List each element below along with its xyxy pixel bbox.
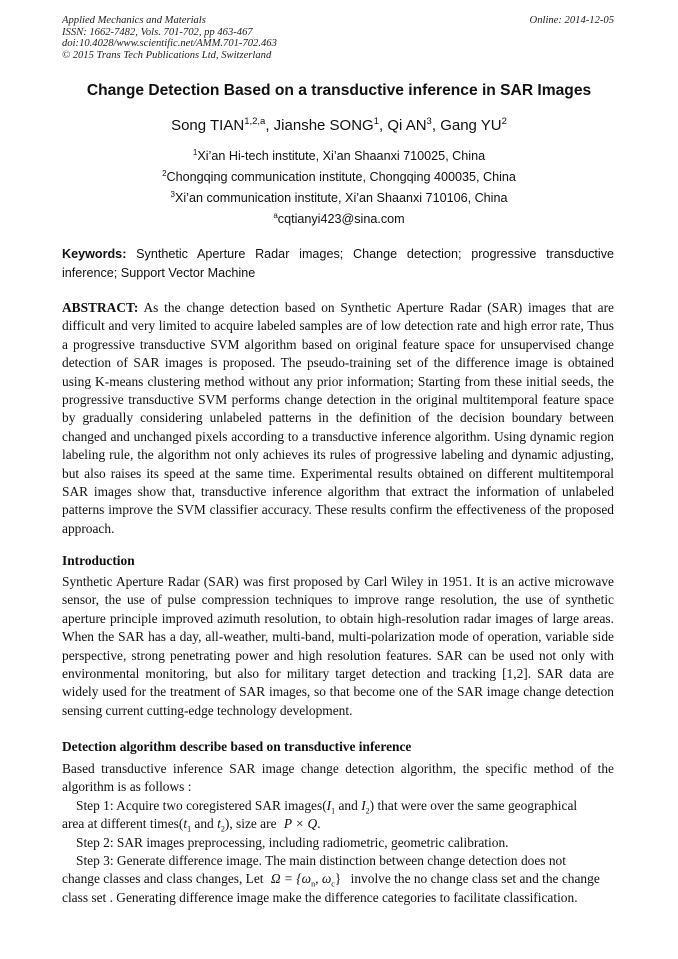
math-sub: c — [331, 879, 335, 889]
author-name: Qi AN — [387, 117, 427, 134]
author-list: Song TIAN$^{1,2,a}$, Jianshe SONG$^1$, Qi $AN^3$, Gang $YU^2$ — [171, 116, 507, 134]
affiliation-text: Chongqing communication institute, Chongqing 400035, China — [166, 170, 516, 185]
keywords-label: Keywords: — [62, 247, 127, 261]
introduction-text: Synthetic Aperture Radar (SAR) was first proposed by Carl Wiley in 1951. It is an active microwave sensor, the use of pulse compression techniques to improve range resolution, the use of synthetic aperture principle improved azimuth resolution, to obtain high-resolution radar images of large areas. When the SAR has a day, all-weather, multi-band, multi-polarization mode of operation, variable side perspective, strong penetrating power and high resolution features. SAR can be used not only with environmental monitoring, but also for military target detection and tracking [1,2]. SAR data are widely used for the treatment of SAR images, so that become one of the SAR image change detection sensing current cutting-edge technology development. — [62, 574, 614, 718]
affiliation-sup: 3 — [170, 190, 175, 199]
publication-meta — [62, 15, 614, 61]
step-1-text: area at different times( — [62, 816, 184, 831]
author-sup: 2 — [501, 116, 507, 127]
affiliation-sup: 2 — [162, 169, 167, 178]
step-2: Step 2: SAR images preprocessing, including radiometric, geometric calibration. — [76, 835, 509, 850]
section-intro-text: Based transductive inference SAR image change detection algorithm, the specific method of the algorithm is as follows : — [62, 761, 614, 795]
math-size: P × Q — [283, 816, 318, 831]
section-heading-introduction: Introduction — [62, 553, 135, 568]
step-1-text: Step 1: Acquire two coregistered SAR images( — [76, 798, 327, 813]
copyright-line: © 2015 Trans Tech Publications Ltd, Switzerland — [62, 49, 272, 61]
step-1-end: . — [317, 816, 321, 831]
author-name: Jianshe SONG — [273, 117, 374, 134]
journal-name: Applied Mechanics and Materials — [62, 15, 206, 26]
math-sub: 2 — [365, 806, 370, 816]
author-name: Gang YU — [440, 117, 502, 134]
math-sub: 1 — [187, 824, 192, 834]
step-1-and: and — [338, 798, 358, 813]
affiliation — [0, 148, 678, 163]
abstract-text: As the change detection based on Synthetic Aperture Radar (SAR) images that are difficult and very limited to acquire labeled samples are of low detection rate and high error rate, Thus a progressive transductive SVM algorithm based on original feature space for unsupervised change detection of SAR images is proposed. The pseudo-training set of the difference image is obtained using K-means clustering method without any prior information; Starting from these initial seeds, the progressive transductive SVM performs change detection in the original multitemporal feature space by gradually considering unlabeled patterns in the definition of the decision boundary between changed and unchanged pixels according to a transductive inference algorithm. Using dynamic region labeling rule, the algorithm not only achieves its rules of progressive labeling and dynamic adjusting, but also raises its speed at the same time. Experimental results obtained on different multitemporal SAR images show that, transductive inference algorithm that extract the information of unlabeled patterns improve the SVM classifier accuracy. These results confirm the effectiveness of the proposed approach. — [62, 300, 615, 536]
abstract-label: ABSTRACT: — [62, 300, 139, 315]
math-symbol: I — [361, 798, 366, 813]
math-omega: Ω = {ω — [270, 871, 312, 886]
affiliation — [0, 190, 678, 205]
affiliation-text: Xi’an Hi-tech institute, Xi’an Shaanxi 710025, China — [197, 149, 486, 164]
step-3-text: change classes and class changes, Let — [62, 871, 264, 886]
online-date: Online: 2014-12-05 — [529, 15, 614, 26]
step-1-and: and — [194, 816, 214, 831]
doi-line: doi:10.4028/www.scientific.net/AMM.701-702.463 — [62, 38, 277, 49]
author-name: Song TIAN — [171, 117, 245, 134]
math-symbol: I — [326, 798, 332, 813]
email — [0, 211, 678, 226]
step-3-line-1: Step 3: Generate difference image. The main distinction between change detection does not — [76, 853, 566, 868]
issn-line: ISSN: 1662-7482, Vols. 701-702, pp 463-467 — [62, 26, 253, 38]
keywords-text: Synthetic Aperture Radar images; Change detection; progressive transductive inference; Support Vector Machine — [62, 247, 614, 280]
affiliation-sup: a — [273, 211, 278, 220]
affiliation-sup: 1 — [192, 148, 198, 157]
math-symbol: t — [183, 816, 188, 831]
math-omega: , ω — [315, 871, 332, 886]
math-sub: 1 — [331, 806, 336, 816]
math-brace: } — [334, 871, 342, 886]
email-address[interactable]: cqtianyi423@sina.com — [277, 212, 405, 227]
affiliation — [0, 169, 678, 184]
paper-title: Change Detection Based on a transductive inference in SAR Images — [86, 82, 592, 99]
author-sup: 1 — [373, 116, 380, 127]
author-sup: 3 — [426, 116, 432, 127]
step-1-text-cont: ) that were over the same geographical — [369, 798, 578, 813]
math-sub: 2 — [220, 824, 225, 834]
affiliation-text: Xi’an communication institute, Xi’an Shaanxi 710106, China — [174, 191, 508, 206]
step-3-line-3: class set . Generating difference image make the difference categories to facilitate classification. — [62, 890, 578, 905]
step-1-text-cont: ), size are — [224, 816, 277, 831]
math-symbol: t — [217, 816, 221, 831]
step-3-text-cont: involve the no change class set and the change — [350, 871, 600, 886]
math-sub: n — [311, 879, 316, 889]
keywords — [62, 245, 614, 282]
abstract — [62, 299, 614, 538]
author-sup: 1,2,a — [244, 116, 266, 127]
section-heading-detection: Detection algorithm describe based on transductive inference — [62, 739, 412, 754]
